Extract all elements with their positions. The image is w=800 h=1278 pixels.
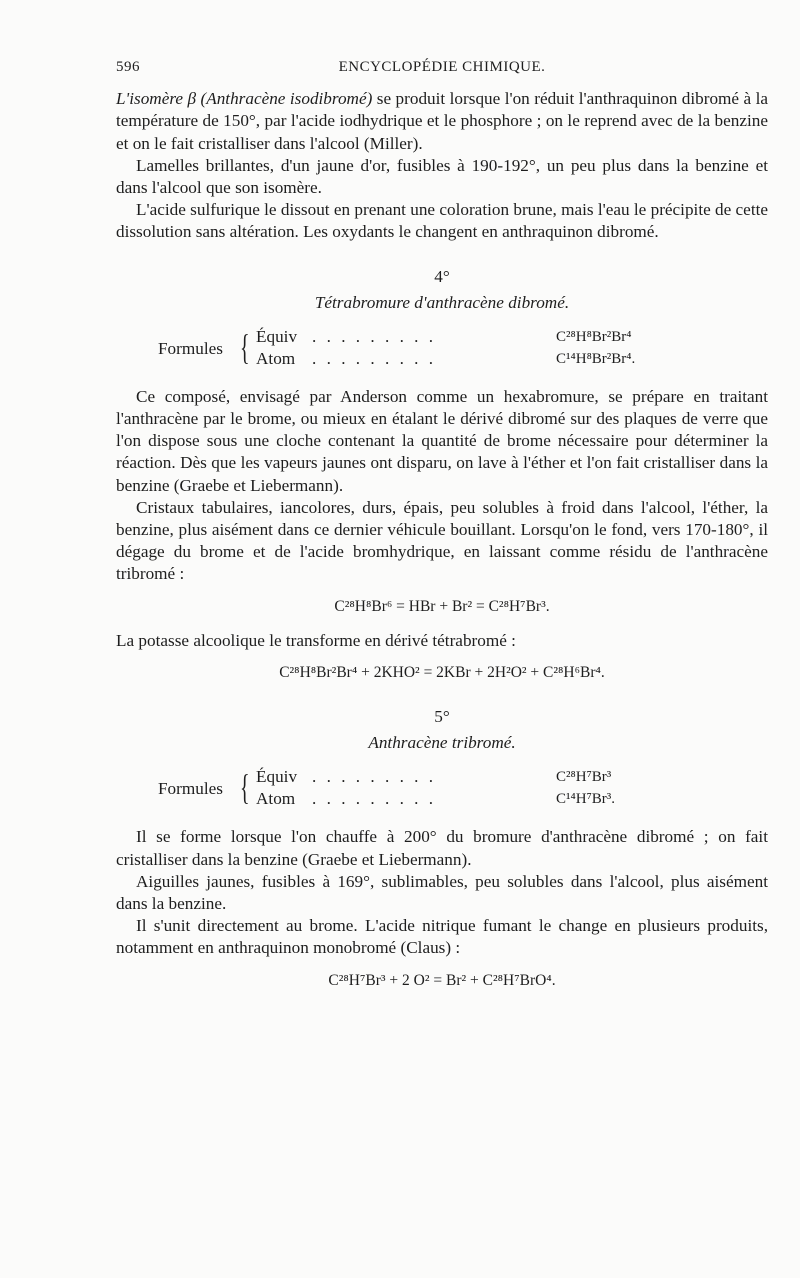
isomer-lead-italic: L'isomère β (Anthracène isodibromé) (116, 89, 373, 109)
atom-formula: C¹⁴H⁸Br²Br⁴. (556, 350, 636, 367)
section-4-paragraph-2: Cristaux tabulaires, iancolores, durs, épais, peu solubles à froid dans l'alcool, l'éther, la benzine, plus aisément dans ce dernier véhicule bouillant. Lorsqu'on le fond, vers 170-180°, il dégage du brome et de l'acide bromhydrique, en laissant comme résidu de l'anthracène tribromé : (116, 497, 768, 584)
atom-row (256, 348, 716, 370)
intro-paragraph-1-text: se produit lorsque l'on réduit l'anthraquinon dibromé à la température de 150°, par l'acide iodhydrique et le phosphore ; on le reprend avec de la benzine et on le fait cristalliser dans l'alcool (Miller). (116, 89, 768, 153)
section-4-number: 4° (434, 266, 450, 286)
intro-paragraph-1 (116, 88, 768, 155)
section-5-paragraph-3: Il s'unit directement au brome. L'acide nitrique fumant le change en plusieurs produits, notamment en anthraquinon monobromé (Claus) : (116, 916, 768, 958)
atom-label: Atom (256, 348, 296, 368)
section-5-paragraph-1: Il se forme lorsque l'on chauffe à 200° du bromure d'anthracène dibromé ; on fait cristalliser dans la benzine (Graebe et Liebermann). (116, 827, 768, 869)
equiv-row (256, 326, 716, 348)
intro-paragraph-3: L'acide sulfurique le dissout en prenant une coloration brune, mais l'eau le précipite de cette dissolution sans altération. Les oxydants le changent en anthraquinon dibromé. (116, 200, 768, 242)
formulas-label: Formules (158, 779, 223, 799)
atom-label: Atom (256, 789, 296, 809)
page-header (116, 56, 768, 78)
intro-paragraph-2: Lamelles brillantes, d'un jaune d'or, fusibles à 190-192°, un peu plus dans la benzine et dans l'alcool que son isomère. (116, 155, 768, 198)
equiv-label: Équiv (256, 326, 298, 346)
atom-formula: C¹⁴H⁷Br³. (556, 791, 616, 808)
page-content (116, 56, 768, 1004)
section-5-title: Anthracène tribromé. (368, 733, 516, 753)
brace-glyph: { (240, 326, 250, 367)
section-4-paragraph-3: La potasse alcoolique le transforme en dérivé tétrabromé : (116, 630, 516, 650)
running-title: ENCYCLOPÉDIE CHIMIQUE. (338, 59, 546, 75)
equiv-formula: C²⁸H⁷Br³ (556, 769, 612, 786)
leader-dots: . . . . . . . . . (312, 348, 437, 368)
section-4-equation-2: C²⁸H⁸Br²Br⁴ + 2KHO² = 2KBr + 2H²O² + C²⁸H⁶Br⁴. (279, 664, 605, 682)
section-4-equation-1: C²⁸H⁸Br⁶ = HBr + Br² = C²⁸H⁷Br³. (334, 597, 550, 615)
equiv-label: Équiv (256, 767, 298, 787)
equiv-formula: C²⁸H⁸Br²Br⁴ (556, 328, 632, 345)
equiv-row (256, 766, 716, 788)
section-5-number: 5° (434, 707, 450, 727)
section-5-equation-1: C²⁸H⁷Br³ + 2 O² = Br² + C²⁸H⁷BrO⁴. (328, 971, 556, 989)
section-4-formulas (116, 324, 768, 374)
page-number: 596 (116, 59, 140, 75)
section-4-title: Tétrabromure d'anthracène dibromé. (314, 292, 570, 312)
leader-dots: . . . . . . . . . (312, 767, 437, 787)
section-5-paragraph-2: Aiguilles jaunes, fusibles à 169°, sublimables, peu solubles dans l'alcool, plus aisément dans la benzine. (116, 871, 768, 914)
leader-dots: . . . . . . . . . (312, 789, 437, 809)
section-5-formulas (116, 764, 768, 814)
atom-row (256, 788, 716, 810)
leader-dots: . . . . . . . . . (312, 326, 437, 346)
section-4-paragraph-1: Ce composé, envisagé par Anderson comme un hexabromure, se prépare en traitant l'anthracène par le brome, ou mieux en étalant le dérivé dibromé sur des plaques de verre que l'on dispose sous une cloche contenant la quantité de brome nécessaire pour déterminer la réaction. Dès que les vapeurs jaunes ont disparu, on lave à l'éther et l'on fait cristalliser dans la benzine (Graebe et Liebermann). (116, 386, 768, 495)
brace-glyph: { (240, 767, 250, 808)
formulas-label: Formules (158, 338, 223, 358)
